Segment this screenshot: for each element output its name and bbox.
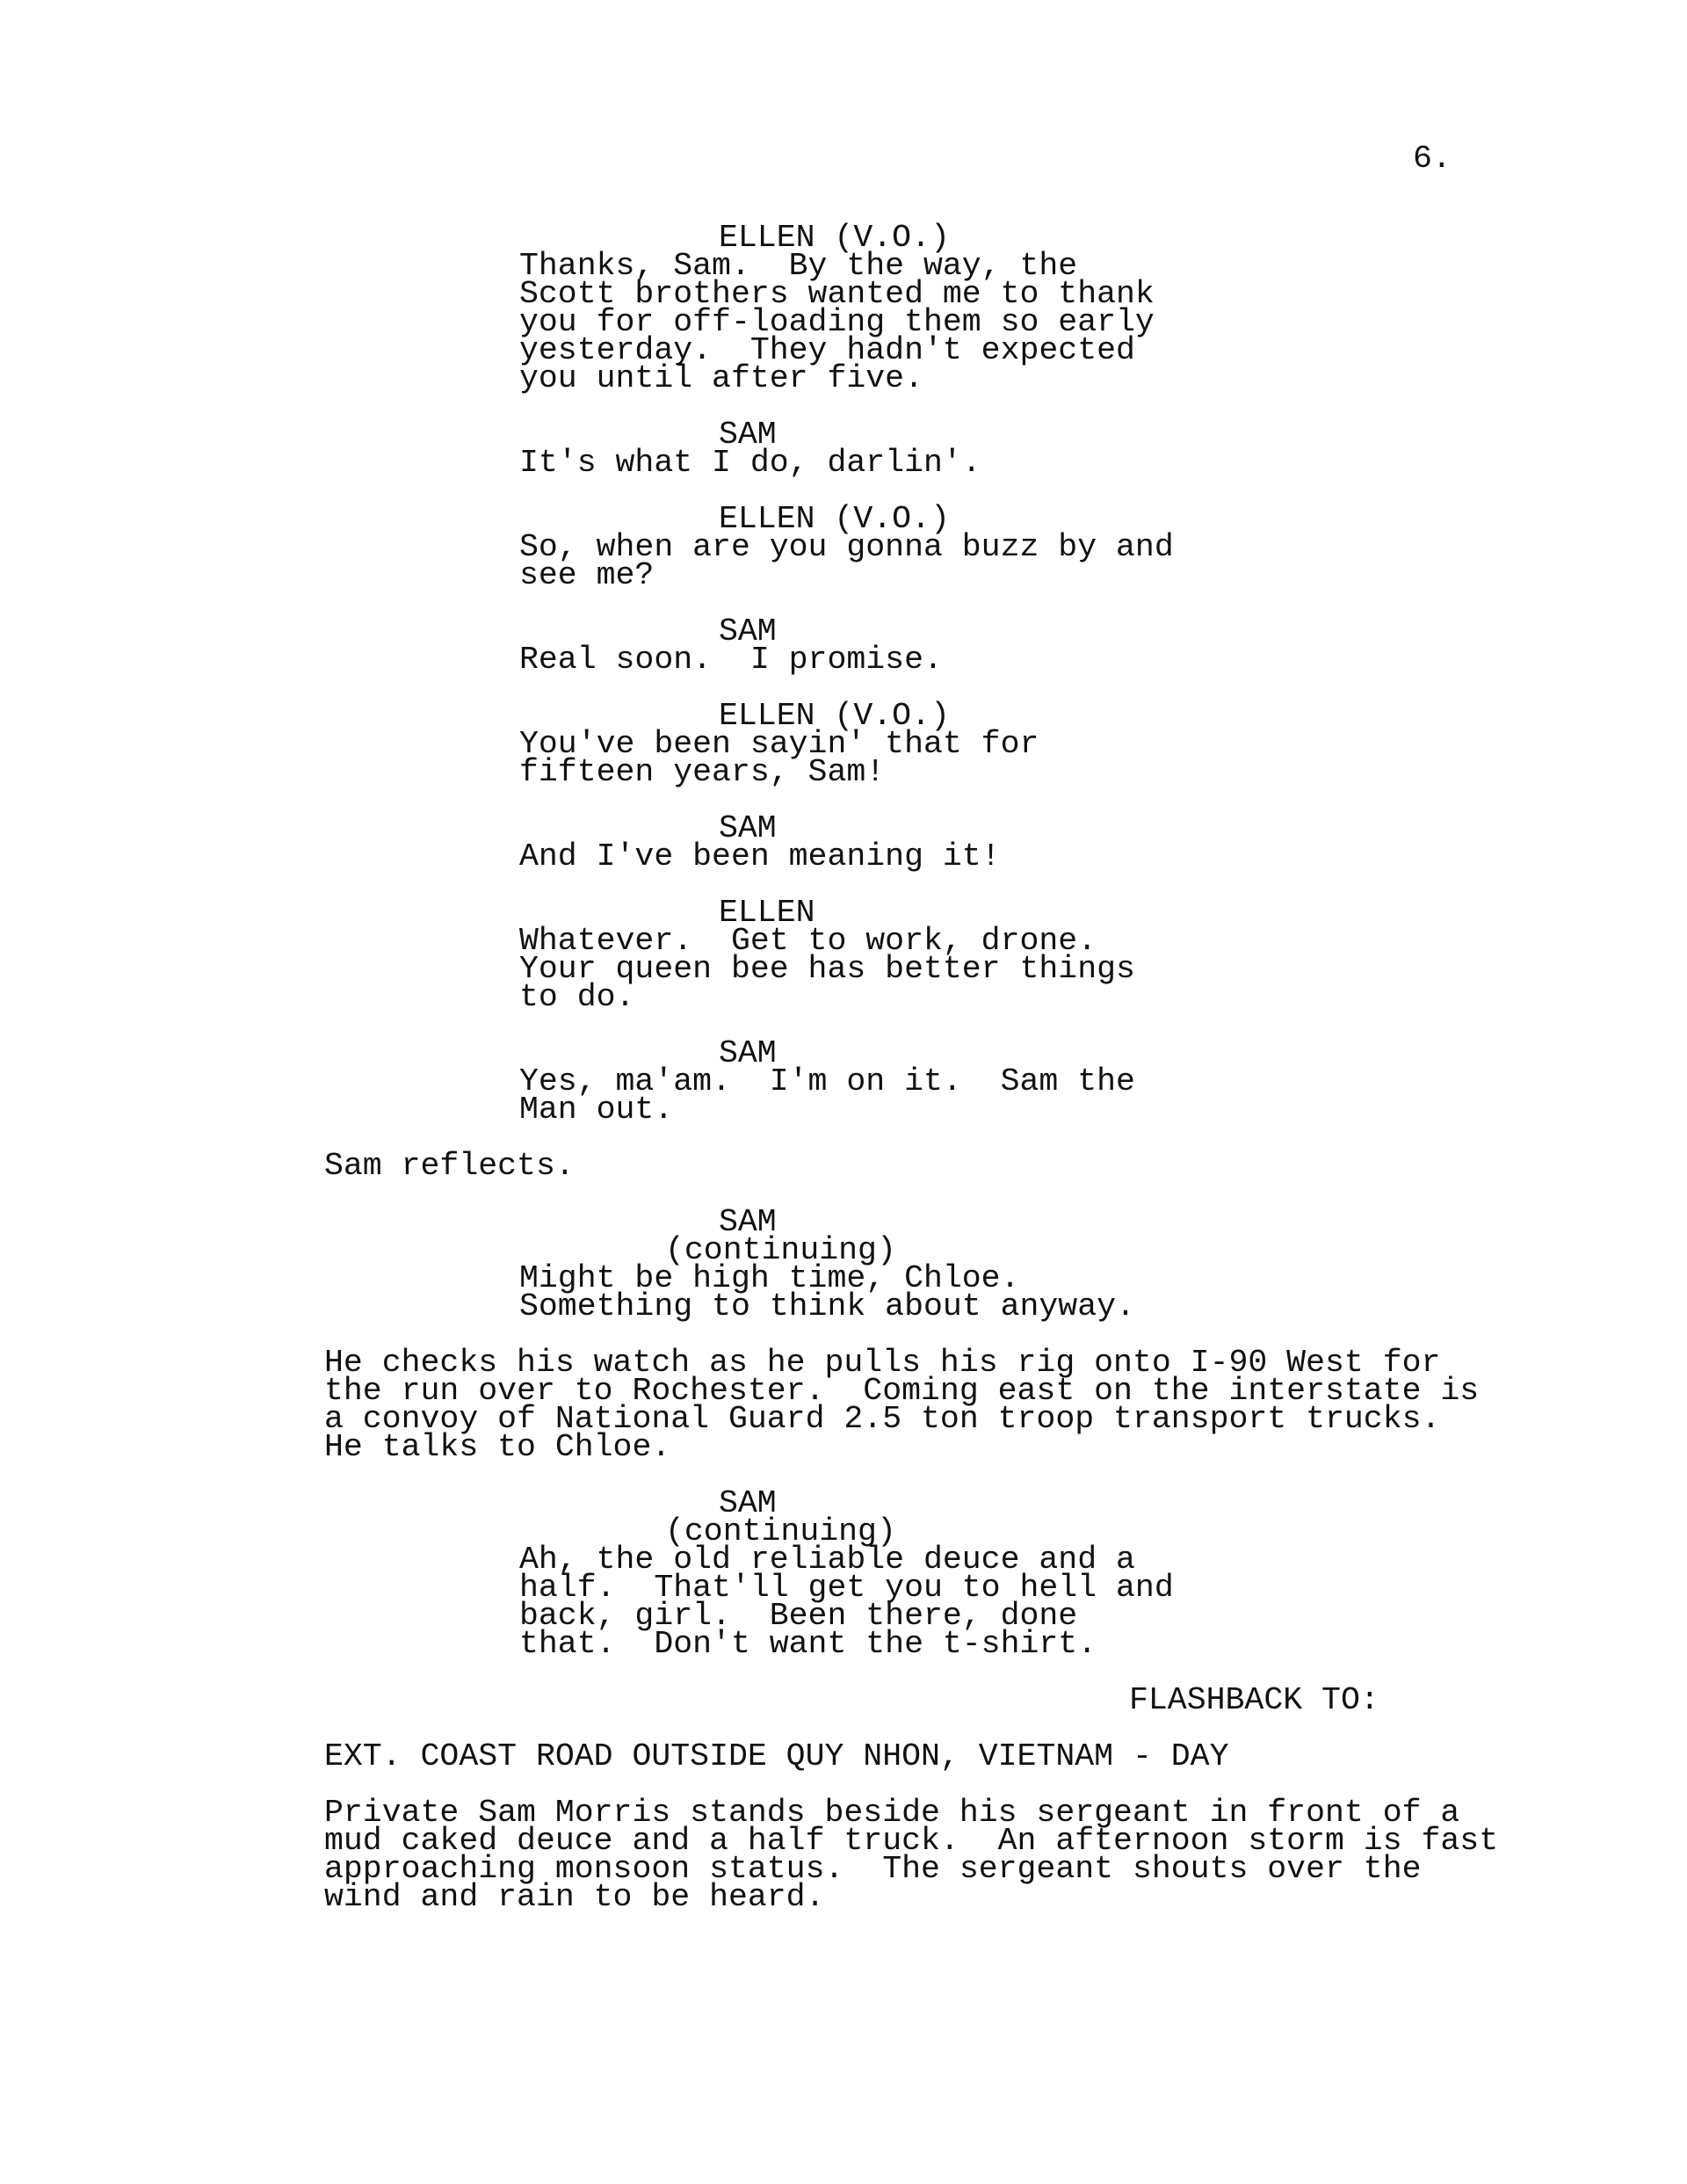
dialogue-line: You've been sayin' that for [519, 726, 1039, 762]
dialogue-line: Something to think about anyway. [519, 1288, 1135, 1324]
dialogue-text [519, 642, 1310, 678]
character-name: SAM [719, 417, 777, 453]
parenthetical: (continuing) [665, 1513, 896, 1549]
dialogue-text [519, 726, 1310, 790]
dialogue-line: Real soon. I promise. [519, 642, 943, 678]
dialogue-line: see me? [519, 557, 655, 593]
character-name: SAM [719, 613, 777, 649]
dialogue-line: It's what I do, darlin'. [519, 445, 981, 481]
dialogue-text [519, 445, 1310, 481]
dialogue-line: back, girl. Been there, done [519, 1598, 1078, 1634]
action-line: Sam reflects. [324, 1148, 575, 1184]
action-text [324, 1795, 1554, 1915]
scene-heading: EXT. COAST ROAD OUTSIDE QUY NHON, VIETNAM - DAY [324, 1738, 1229, 1774]
dialogue-line: Thanks, Sam. By the way, the [519, 248, 1078, 284]
dialogue-line: fifteen years, Sam! [519, 754, 886, 790]
dialogue-line: you until after five. [519, 360, 923, 396]
dialogue-text [519, 838, 1310, 874]
action-line: the run over to Rochester. Coming east on the interstate is [324, 1373, 1480, 1409]
character-name: ELLEN (V.O.) [719, 501, 950, 537]
transition: FLASHBACK TO: [1129, 1682, 1379, 1718]
dialogue-line: Yes, ma'am. I'm on it. Sam the [519, 1063, 1135, 1099]
dialogue-text [519, 1260, 1310, 1324]
dialogue-line: Might be high time, Chloe. [519, 1260, 1020, 1296]
dialogue-line: you for off-loading them so early [519, 304, 1155, 340]
character-name: SAM [719, 1035, 777, 1071]
action-line: Private Sam Morris stands beside his sergeant in front of a [324, 1795, 1460, 1831]
dialogue-line: Whatever. Get to work, drone. [519, 923, 1097, 959]
dialogue-line: to do. [519, 979, 635, 1015]
character-name: ELLEN (V.O.) [719, 220, 950, 256]
dialogue-line: that. Don't want the t-shirt. [519, 1626, 1097, 1662]
action-line: mud caked deuce and a half truck. An afternoon storm is fast [324, 1823, 1499, 1859]
character-name: SAM [719, 1485, 777, 1521]
parenthetical: (continuing) [665, 1232, 896, 1268]
dialogue-text [519, 1542, 1310, 1662]
character-name: ELLEN (V.O.) [719, 698, 950, 734]
action-text [324, 1148, 1554, 1184]
dialogue-text [519, 1063, 1310, 1128]
character-name: SAM [719, 810, 777, 846]
dialogue-line: Ah, the old reliable deuce and a [519, 1542, 1135, 1578]
action-line: He checks his watch as he pulls his rig onto I-90 West for [324, 1345, 1441, 1381]
dialogue-line: Man out. [519, 1092, 674, 1128]
dialogue-line: And I've been meaning it! [519, 838, 1001, 874]
dialogue-line: So, when are you gonna buzz by and [519, 529, 1174, 565]
action-line: a convoy of National Guard 2.5 ton troop transport trucks. [324, 1401, 1441, 1437]
action-line: He talks to Chloe. [324, 1429, 671, 1465]
dialogue-line: yesterday. They hadn't expected [519, 332, 1135, 368]
action-text [324, 1345, 1554, 1465]
dialogue-line: half. That'll get you to hell and [519, 1570, 1174, 1606]
action-line: wind and rain to be heard. [324, 1879, 825, 1915]
dialogue-line: Your queen bee has better things [519, 951, 1135, 987]
dialogue-text [519, 923, 1310, 1015]
dialogue-text [519, 529, 1310, 593]
character-name: SAM [719, 1204, 777, 1240]
character-name: ELLEN [719, 895, 815, 931]
dialogue-text [519, 248, 1310, 396]
action-line: approaching monsoon status. The sergeant shouts over the [324, 1851, 1422, 1887]
dialogue-line: Scott brothers wanted me to thank [519, 276, 1155, 312]
page-number: 6. [1413, 141, 1452, 177]
